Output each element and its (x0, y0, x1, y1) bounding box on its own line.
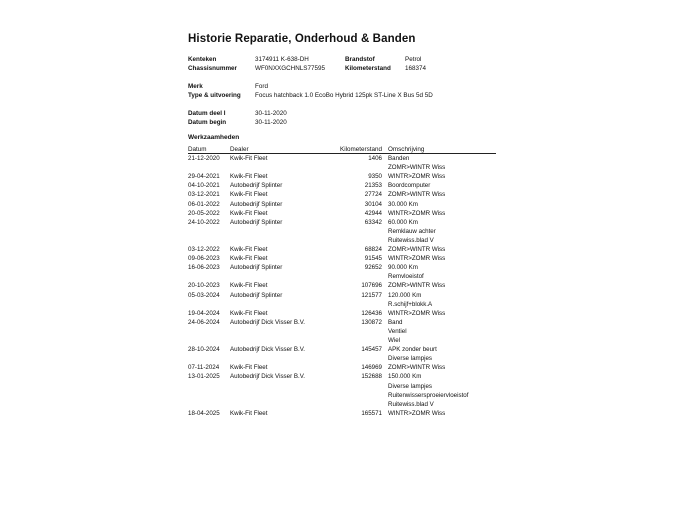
row-kilometerstand: 146969 (361, 364, 382, 372)
row-date: 03-12-2021 (188, 191, 220, 199)
row-date: 24-06-2024 (188, 318, 220, 326)
row-kilometerstand: 107696 (361, 282, 382, 290)
table-row (188, 328, 496, 337)
row-date: 20-10-2023 (188, 282, 220, 290)
row-date: 03-12-2022 (188, 246, 220, 253)
header-divider (188, 153, 496, 154)
table-row (188, 364, 496, 373)
row-omschrijving: Diverse lampjes (388, 355, 433, 363)
kilometerstand-value: 168374 (405, 65, 427, 72)
row-kilometerstand: 68824 (364, 246, 382, 253)
row-omschrijving: Ruitewiss.blad V (388, 400, 434, 408)
row-omschrijving: 120.000 Km (388, 291, 422, 299)
column-header-kilometerstand: Kilometerstand (340, 146, 382, 153)
row-kilometerstand: 63342 (364, 218, 382, 226)
chassis-label: Chassisnummer (188, 65, 237, 72)
table-row (188, 173, 496, 182)
row-omschrijving: WINTR>ZOMR Wiss (388, 255, 446, 263)
row-dealer: Kwik-Fit Fleet (230, 191, 268, 199)
row-kilometerstand: 92652 (364, 264, 382, 272)
row-omschrijving: Band (388, 318, 403, 326)
row-dealer: Kwik-Fit Fleet (230, 173, 268, 181)
column-header-dealer: Dealer (230, 146, 249, 153)
row-kilometerstand: 126436 (361, 309, 382, 317)
datum-deel1-value: 30-11-2020 (255, 110, 287, 117)
row-omschrijving: WINTR>ZOMR Wiss (388, 409, 446, 417)
row-dealer: Kwik-Fit Fleet (230, 155, 268, 162)
row-omschrijving: ZOMR>WINTR Wiss (388, 246, 446, 253)
row-omschrijving: 90.000 Km (388, 264, 418, 272)
row-dealer: Autobedrijf Dick Visser B.V. (230, 373, 305, 381)
row-dealer: Autobedrijf Splinter (230, 291, 283, 299)
row-omschrijving: WINTR>ZOMR Wiss (388, 309, 446, 317)
row-date: 16-06-2023 (188, 264, 220, 272)
row-date: 07-11-2024 (188, 364, 220, 372)
table-row (188, 219, 496, 228)
table-row (188, 392, 496, 401)
row-kilometerstand: 165571 (361, 409, 382, 417)
datum-deel1-label: Datum deel I (188, 110, 226, 117)
row-omschrijving: 60.000 Km (388, 218, 418, 226)
table-row (188, 164, 496, 173)
table-row (188, 355, 496, 364)
table-row (188, 191, 496, 200)
table-row (188, 255, 496, 264)
table-row (188, 319, 496, 328)
brandstof-label: Brandstof (345, 56, 375, 63)
row-omschrijving: 30.000 Km (388, 200, 418, 208)
datum-begin-label: Datum begin (188, 119, 227, 126)
row-dealer: Autobedrijf Splinter (230, 200, 283, 208)
row-date: 05-03-2024 (188, 291, 220, 299)
row-kilometerstand: 1406 (368, 155, 382, 162)
row-date: 28-10-2024 (188, 346, 220, 354)
row-omschrijving: APK zonder beurt (388, 346, 437, 354)
row-date: 18-04-2025 (188, 409, 220, 417)
row-omschrijving: Ventiel (388, 327, 407, 335)
row-omschrijving: ZOMR>WINTR Wiss (388, 164, 446, 172)
table-row (188, 373, 496, 382)
table-row (188, 346, 496, 355)
row-omschrijving: WINTR>ZOMR Wiss (388, 173, 446, 181)
table-row (188, 246, 496, 255)
table-row (188, 337, 496, 346)
table-row (188, 383, 496, 392)
table-row (188, 237, 496, 246)
row-omschrijving: Remklauw achter (388, 227, 436, 235)
page-title: Historie Reparatie, Onderhoud & Banden (188, 33, 416, 45)
row-dealer: Kwik-Fit Fleet (230, 282, 268, 290)
row-dealer: Autobedrijf Splinter (230, 218, 283, 226)
kenteken-label: Kenteken (188, 56, 217, 63)
type-value: Focus hatchback 1.0 EcoBo Hybrid 125pk ST-Line X Bus 5d 5D (255, 92, 433, 99)
table-row (188, 210, 496, 219)
row-kilometerstand: 42944 (364, 209, 382, 217)
merk-label: Merk (188, 83, 203, 90)
row-date: 06-01-2022 (188, 200, 220, 208)
row-kilometerstand: 91545 (364, 255, 382, 263)
werkzaamheden-heading: Werkzaamheden (188, 134, 240, 141)
row-kilometerstand: 21353 (364, 182, 382, 190)
chassis-value: WF0NXXGCHNLS77595 (255, 65, 325, 72)
table-row (188, 301, 496, 310)
row-kilometerstand: 27724 (364, 191, 382, 199)
brandstof-value: Petrol (405, 56, 422, 63)
table-row (188, 282, 496, 291)
row-kilometerstand: 30104 (364, 200, 382, 208)
datum-begin-value: 30-11-2020 (255, 119, 287, 126)
row-date: 04-10-2021 (188, 182, 220, 190)
row-omschrijving: Wiel (388, 337, 401, 344)
table-row (188, 292, 496, 301)
row-kilometerstand: 152688 (361, 373, 382, 381)
row-date: 09-06-2023 (188, 255, 220, 263)
row-date: 29-04-2021 (188, 173, 220, 181)
row-dealer: Autobedrijf Dick Visser B.V. (230, 346, 305, 354)
row-dealer: Autobedrijf Dick Visser B.V. (230, 318, 305, 326)
row-dealer: Kwik-Fit Fleet (230, 364, 268, 372)
row-date: 20-05-2022 (188, 209, 220, 217)
row-omschrijving: Boordcomputer (388, 182, 431, 190)
row-date: 13-01-2025 (188, 373, 220, 381)
column-header-omschrijving: Omschrijving (388, 146, 425, 153)
table-row (188, 182, 496, 191)
row-omschrijving: Diverse lampjes (388, 382, 433, 390)
table-row (188, 410, 496, 419)
type-label: Type & uitvoering (188, 92, 241, 99)
row-date: 21-12-2020 (188, 155, 220, 162)
table-row (188, 264, 496, 273)
table-row (188, 228, 496, 237)
merk-value: Ford (255, 83, 268, 90)
row-kilometerstand: 9350 (368, 173, 382, 181)
table-row (188, 310, 496, 319)
row-omschrijving: Ruitenwissersproeiervloeistof (388, 391, 469, 399)
row-dealer: Kwik-Fit Fleet (230, 209, 268, 217)
row-dealer: Autobedrijf Splinter (230, 264, 283, 272)
row-omschrijving: Remvloeistof (388, 273, 424, 281)
kilometerstand-label: Kilometerstand (345, 65, 391, 72)
column-header-datum: Datum (188, 146, 207, 153)
kenteken-value: 3174911 K-638-DH (255, 56, 309, 63)
row-kilometerstand: 145457 (361, 346, 382, 354)
row-dealer: Kwik-Fit Fleet (230, 255, 268, 263)
row-omschrijving: R.schijf+blokk.A (388, 300, 433, 308)
row-omschrijving: ZOMR>WINTR Wiss (388, 282, 446, 290)
row-kilometerstand: 130872 (361, 318, 382, 326)
row-omschrijving: Ruitewiss.blad V (388, 236, 434, 244)
row-omschrijving: Banden (388, 155, 410, 162)
table-row (188, 155, 496, 164)
row-dealer: Kwik-Fit Fleet (230, 409, 268, 417)
table-row (188, 201, 496, 210)
row-date: 19-04-2024 (188, 309, 220, 317)
row-dealer: Kwik-Fit Fleet (230, 309, 268, 317)
row-omschrijving: ZOMR>WINTR Wiss (388, 191, 446, 199)
row-dealer: Autobedrijf Splinter (230, 182, 283, 190)
row-kilometerstand: 121577 (361, 291, 382, 299)
row-date: 24-10-2022 (188, 218, 220, 226)
row-omschrijving: WINTR>ZOMR Wiss (388, 209, 446, 217)
table-row (188, 273, 496, 282)
row-omschrijving: 150.000 Km (388, 373, 422, 381)
row-omschrijving: ZOMR>WINTR Wiss (388, 364, 446, 372)
table-row (188, 401, 496, 410)
row-dealer: Kwik-Fit Fleet (230, 246, 268, 253)
